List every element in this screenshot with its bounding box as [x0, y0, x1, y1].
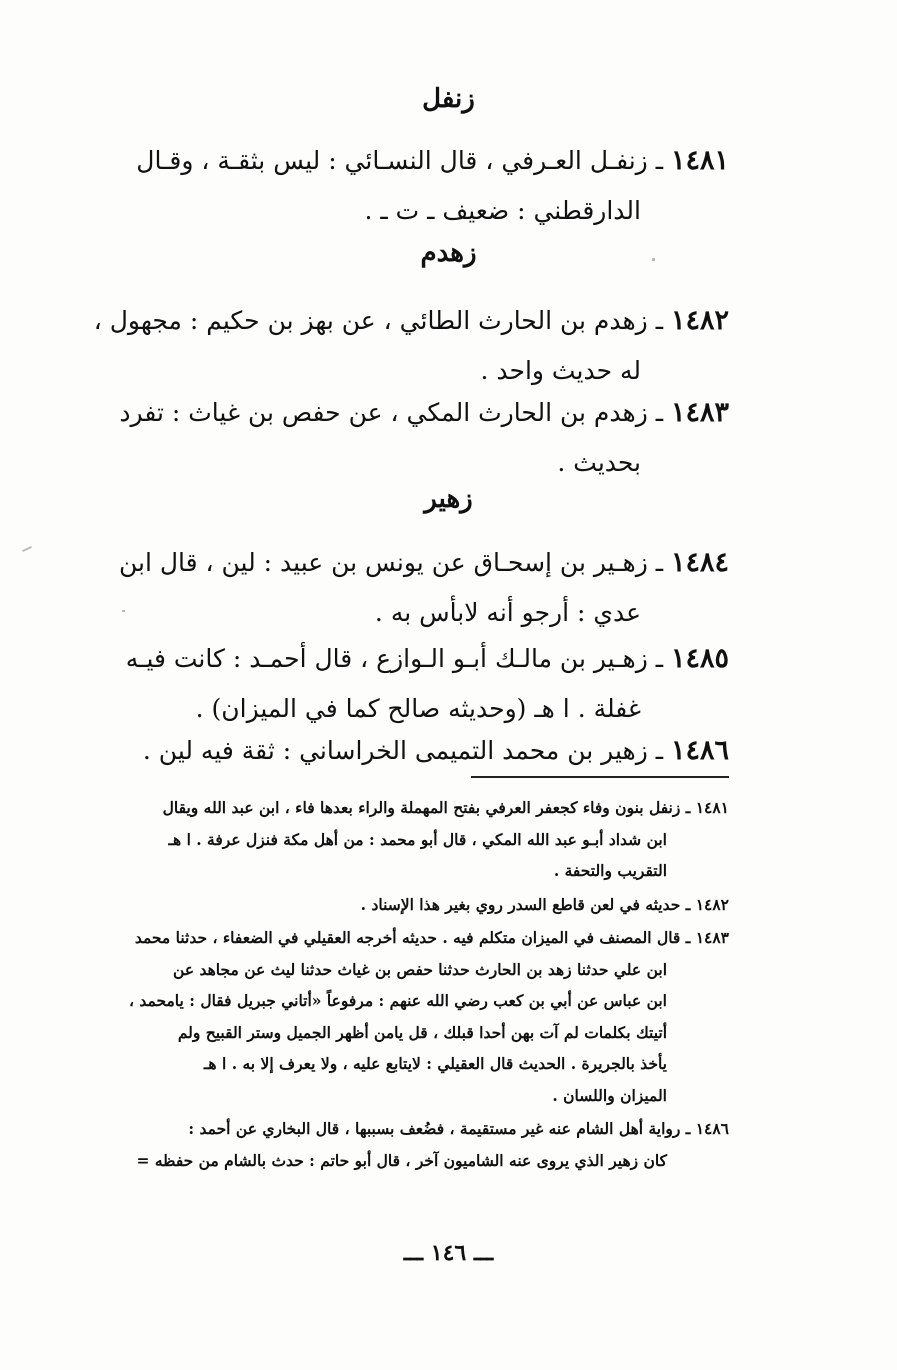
- entry-number: ١٤٨٤: [670, 547, 729, 578]
- footnote-text: رواية أهل الشام عنه غير مستقيمة ، فضُعف بسببها ، قال البخاري عن أحمد :: [188, 1119, 681, 1138]
- scan-mark: [22, 546, 32, 552]
- footnote-line: الميزان واللسان .: [552, 1085, 667, 1105]
- entry-text: زهـير بن إسحـاق عن يونس بن عبيد : لين ، قال ابن: [118, 548, 648, 577]
- footnote-line: ١٤٨١ ـ زنفل بنون وفاء كجعفر العرفي بفتح المهملة والراء بعدها فاء ، ابن عبد الله ويقال: [162, 798, 729, 817]
- entry-text: زهدم بن الحارث الطائي ، عن بهز بن حكيم : مجهول ،: [93, 306, 648, 335]
- footnote-1486: [79, 1113, 729, 1176]
- entry-1482: [83, 296, 729, 396]
- footnote-separator: [471, 776, 729, 778]
- footnote-1483: [79, 922, 729, 1111]
- footnote-line: أتيتك بكلمات لم آت بهن أحدا قبلك ، قل يامن أظهر الجميل وستر القبيح ولم: [177, 1022, 667, 1042]
- entry-text: زهدم بن الحارث المكي ، عن حفص بن غياث : تفرد: [119, 398, 648, 427]
- entry-line: بحديث .: [557, 448, 641, 477]
- footnote-number: ١٤٨٦: [695, 1119, 729, 1138]
- footnote-line: ١٤٨٣ ـ قال المصنف في الميزان متكلم فيه . حديثه أخرجه العقيلي في الضعفاء ، حدثنا محمد: [134, 928, 729, 947]
- page-number: ـــ ١٤٦ ـــ: [403, 1240, 494, 1266]
- footnote-text: قال المصنف في الميزان متكلم فيه . حديثه أخرجه العقيلي في الضعفاء ، حدثنا محمد: [134, 928, 681, 947]
- entry-number: ١٤٨٢: [670, 305, 729, 336]
- footnote-text: حديثه في لعن قاطع السدر روي بغير هذا الإسناد .: [360, 894, 681, 914]
- entry-text: زهير بن محمد التميمى الخراساني : ثقة فيه لين .: [142, 736, 648, 765]
- footnote-line: ١٤٨٢ ـ حديثه في لعن قاطع السدر روي بغير هذا الإسناد .: [360, 894, 729, 914]
- section-heading: زنفل: [422, 84, 475, 114]
- entry-1486: [83, 726, 729, 776]
- entry-1485: [83, 634, 729, 734]
- entry-text: زهـير بن مالـك أبـو الـوازع ، قال أحمـد : كانت فيـه: [125, 644, 648, 673]
- entry-line: الدارقطني : ضعيف ـ ت ـ .: [364, 196, 641, 225]
- footnote-line: كان زهير الذي يروى عنه الشاميون آخر ، قال أبو حاتم : حدث بالشام من حفظه =: [136, 1150, 667, 1170]
- entry-line: له حديث واحد .: [480, 356, 641, 385]
- scan-mark: [652, 258, 655, 261]
- section-heading: زهدم: [420, 238, 477, 268]
- footnote-line: ابن عباس عن أبي بن كعب رضي الله عنهم : مرفوعاً «أتاني جبريل فقال : يامحمد ،: [128, 991, 667, 1010]
- entry-line: غفلة . ا هـ (وحديثه صالح كما في الميزان) .: [195, 694, 641, 723]
- entry-1481: [83, 136, 729, 236]
- entry-line: ١٤٨٦ ـ زهير بن محمد التميمى الخراساني : ثقة فيه لين .: [142, 735, 729, 766]
- footnote-line: ابن علي حدثنا زهد بن الحارث حدثنا حفص بن غياث حدثنا ليث عن مجاهد عن: [173, 959, 667, 979]
- entry-line: عدي : أرجو أنه لابأس به .: [374, 598, 641, 627]
- entry-line: ١٤٨٢ ـ زهدم بن الحارث الطائي ، عن بهز بن حكيم : مجهول ،: [93, 305, 729, 336]
- entry-line: ١٤٨٥ ـ زهـير بن مالـك أبـو الـوازع ، قال أحمـد : كانت فيـه: [125, 643, 729, 674]
- section-heading: زهير: [424, 484, 473, 514]
- footnote-text: زنفل بنون وفاء كجعفر العرفي بفتح المهملة والراء بعدها فاء ، ابن عبد الله ويقال: [162, 798, 681, 817]
- footnote-1482: [79, 889, 729, 921]
- entry-1483: [83, 388, 729, 488]
- entry-number: ١٤٨٥: [670, 643, 729, 674]
- footnote-number: ١٤٨١: [695, 798, 729, 817]
- footnote-number: ١٤٨٢: [695, 894, 729, 914]
- entry-1484: [83, 538, 729, 638]
- footnote-1481: [79, 792, 729, 887]
- entry-number: ١٤٨٣: [670, 397, 729, 428]
- footnote-line: ابن شداد أبـو عبد الله المكي ، قال أبو محمد : من أهل مكة فنزل عرفة . ا هـ: [168, 829, 667, 849]
- entry-line: ١٤٨١ ـ زنفـل العـرفي ، قال النسـائي : ليس بثقـة ، وقـال: [136, 145, 729, 176]
- footnote-line: التقريب والتحفة .: [553, 861, 667, 880]
- footnote-line: يأخذ بالجريرة . الحديث قال العقيلي : لايتابع عليه ، ولا يعرف إلا به . ا هـ: [203, 1054, 667, 1073]
- entry-text: زنفـل العـرفي ، قال النسـائي : ليس بثقـة ، وقـال: [136, 146, 648, 175]
- footnote-number: ١٤٨٣: [695, 928, 729, 947]
- entry-number: ١٤٨١: [670, 145, 729, 176]
- scan-mark: [122, 610, 125, 612]
- entry-line: ١٤٨٣ ـ زهدم بن الحارث المكي ، عن حفص بن غياث : تفرد: [119, 397, 729, 428]
- footnotes: [79, 792, 729, 1178]
- footnote-line: ١٤٨٦ ـ رواية أهل الشام عنه غير مستقيمة ، فضُعف بسببها ، قال البخاري عن أحمد :: [188, 1119, 729, 1138]
- entry-number: ١٤٨٦: [670, 735, 729, 766]
- entry-line: ١٤٨٤ ـ زهـير بن إسحـاق عن يونس بن عبيد : لين ، قال ابن: [118, 547, 729, 578]
